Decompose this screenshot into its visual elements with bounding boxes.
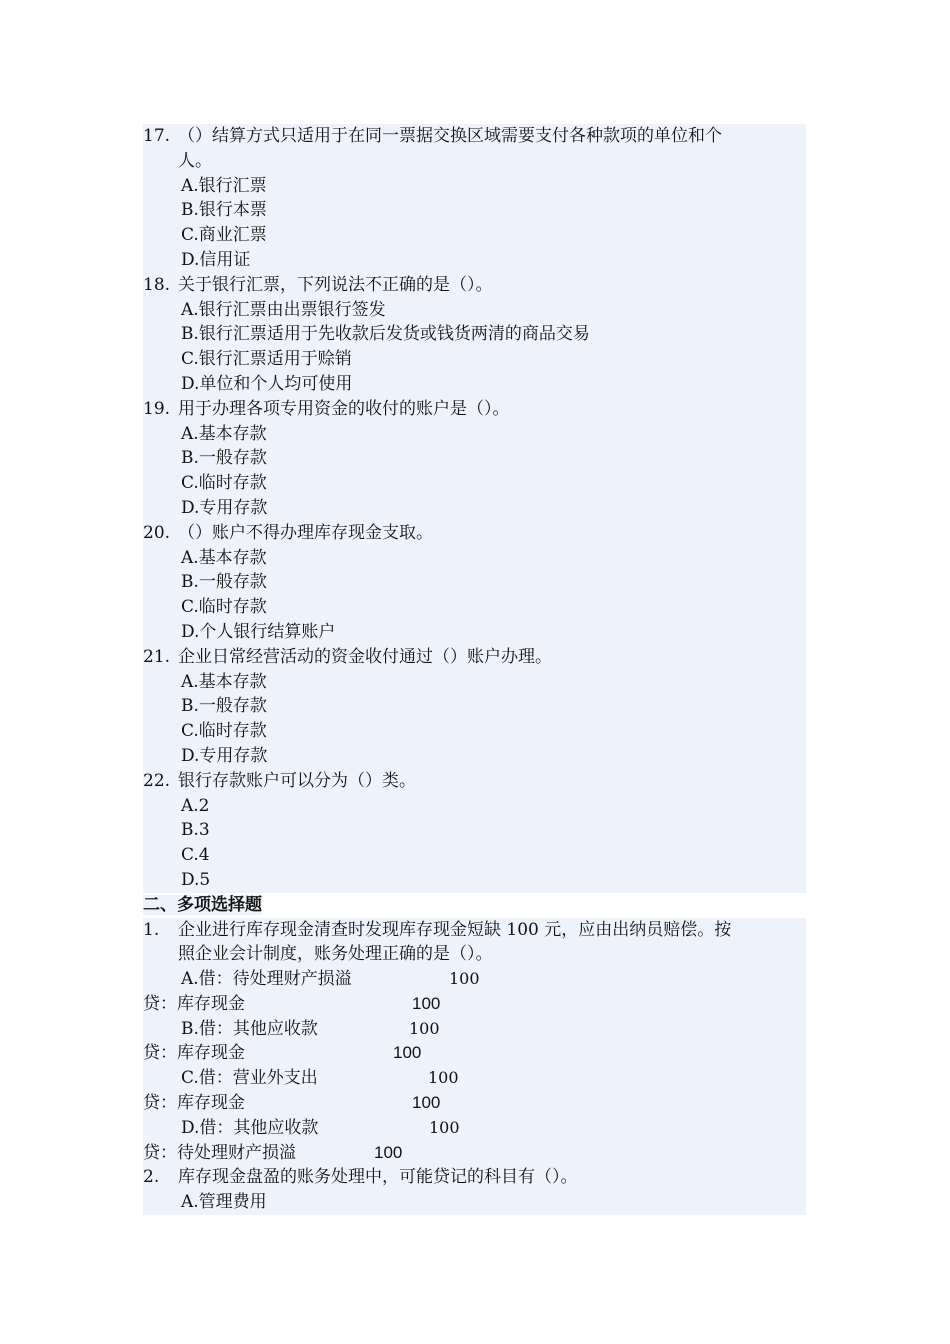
- entry-d-credit: 贷：待处理财产损溢 100: [143, 1141, 806, 1166]
- entry-b-credit: 贷：库存现金 100: [143, 1041, 806, 1066]
- question-22: 22. 银行存款账户可以分为（）类。: [143, 769, 806, 794]
- entry-c-credit: 贷：库存现金 100: [143, 1091, 806, 1116]
- entry-d-debit: D.借：其他应收款 100: [143, 1116, 806, 1141]
- option-m2-a: A.管理费用: [143, 1190, 806, 1215]
- question-18: 18. 关于银行汇票，下列说法不正确的是（）。: [143, 273, 806, 298]
- option-21-a: A.基本存款: [143, 670, 806, 695]
- document-page: [143, 124, 806, 1215]
- entry-a-credit: 贷：库存现金 100: [143, 992, 806, 1017]
- option-20-d: D.个人银行结算账户: [143, 620, 806, 645]
- option-21-d: D.专用存款: [143, 744, 806, 769]
- option-18-a: A.银行汇票由出票银行签发: [143, 298, 806, 323]
- entry-c-debit: C.借：营业外支出 100: [143, 1066, 806, 1091]
- option-22-a: A.2: [143, 794, 806, 819]
- option-20-a: A.基本存款: [143, 546, 806, 571]
- option-19-d: D.专用存款: [143, 496, 806, 521]
- option-17-a: A.银行汇票: [143, 174, 806, 199]
- option-18-d: D.单位和个人均可使用: [143, 372, 806, 397]
- option-22-d: D.5: [143, 868, 806, 893]
- question-19: 19. 用于办理各项专用资金的收付的账户是（）。: [143, 397, 806, 422]
- option-21-c: C.临时存款: [143, 719, 806, 744]
- section-title: 二、多项选择题: [143, 894, 262, 915]
- option-17-d: D.信用证: [143, 248, 806, 273]
- option-20-b: B.一般存款: [143, 570, 806, 595]
- option-18-b: B.银行汇票适用于先收款后发货或钱货两清的商品交易: [143, 322, 806, 347]
- question-21: 21. 企业日常经营活动的资金收付通过（）账户办理。: [143, 645, 806, 670]
- multi-question-2: 2. 库存现金盘盈的账务处理中，可能贷记的科目有（）。: [143, 1165, 806, 1190]
- option-22-b: B.3: [143, 818, 806, 843]
- multi-question-1: 1. 企业进行库存现金清查时发现库存现金短缺 100 元，应由出纳员赔偿。按: [143, 918, 806, 943]
- option-19-c: C.临时存款: [143, 471, 806, 496]
- entry-a-debit: A.借：待处理财产损溢 100: [143, 967, 806, 992]
- option-17-b: B.银行本票: [143, 198, 806, 223]
- multi-question-1-cont: 照企业会计制度，账务处理正确的是（）。: [143, 942, 806, 967]
- option-19-a: A.基本存款: [143, 422, 806, 447]
- option-22-c: C.4: [143, 843, 806, 868]
- question-20: 20. （）账户不得办理库存现金支取。: [143, 521, 806, 546]
- question-17: 17. （）结算方式只适用于在同一票据交换区域需要支付各种款项的单位和个: [143, 124, 806, 149]
- option-21-b: B.一般存款: [143, 694, 806, 719]
- option-18-c: C.银行汇票适用于赊销: [143, 347, 806, 372]
- option-17-c: C.商业汇票: [143, 223, 806, 248]
- question-17-cont: 人。: [143, 149, 806, 174]
- option-19-b: B.一般存款: [143, 446, 806, 471]
- entry-b-debit: B.借：其他应收款 100: [143, 1017, 806, 1042]
- option-20-c: C.临时存款: [143, 595, 806, 620]
